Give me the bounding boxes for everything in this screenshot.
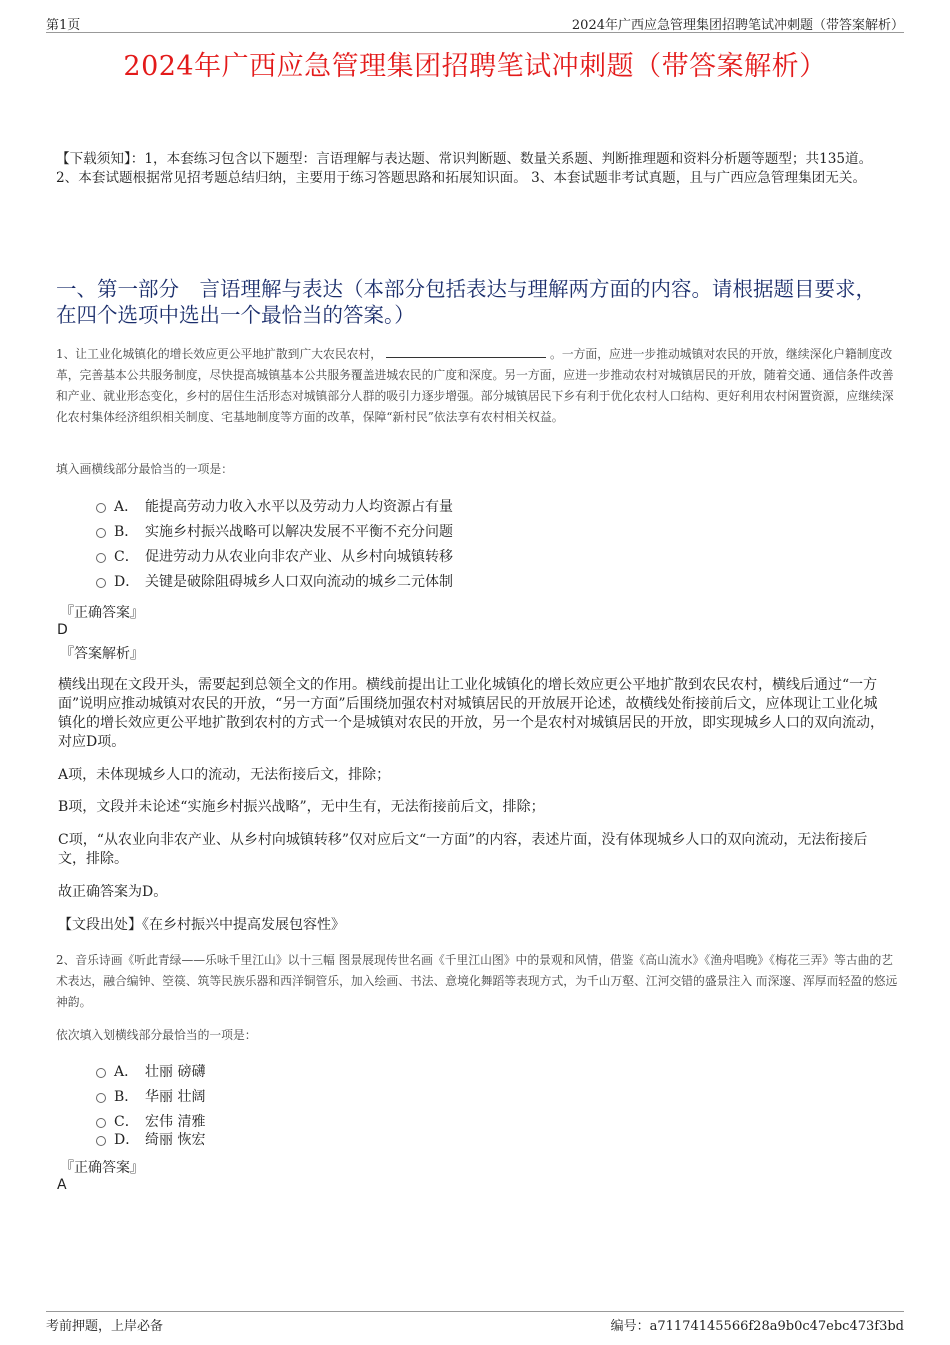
radio-icon[interactable] (96, 503, 106, 513)
analysis-paragraph: 横线出现在文段开头，需要起到总领全文的作用。横线前提出让工业化城镇化的增长效应更公平地扩散到农民农村，横线后通过“一方面”说明应推动城镇对农民的开放，“另一方面”后围绕加强农村对城镇居民的开放展开论述，故横线处衔接前后文，应体现让工业化城镇化的增长效应更公平地扩散到农村的方式一个是城镇对农民的开放，另一个是农村对城镇居民的开放，即实现城乡人口的双向流动，对应D项。 (58, 677, 884, 750)
footer-serial: 编号：a71174145566f28a9b0c47ebc473f3bd (610, 1319, 904, 1334)
analysis-option-b: B项，文段并未论述“实施乡村振兴战略”，无中生有，无法衔接前后文，排除； (58, 799, 545, 815)
analysis-label: 『答案解析』 (60, 646, 144, 662)
radio-icon[interactable] (96, 553, 106, 563)
radio-icon[interactable] (96, 1136, 106, 1146)
section-heading: 一、第一部分 言语理解与表达（本部分包括表达与理解两方面的内容。请根据题目要求，在四个选项中选出一个最恰当的答案。） (56, 277, 876, 327)
question-2-stem: 2、音乐诗画《听此青绿——乐咏千里江山》以十三幅 图景展现传世名画《千里江山图》中的景观和风情，借鉴《高山流水》《渔舟唱晚》《梅花三弄》等古曲的艺术表达，融合编钟、箜篌、筑等民族乐器和西洋铜管乐，加入绘画、书法、意境化舞蹈等表现方式，为千山万壑、江河交错的盛景注入 而深邃、浑厚而轻盈的悠远神韵。 (56, 953, 898, 1009)
radio-icon[interactable] (96, 1118, 106, 1128)
correct-answer: A (57, 1177, 67, 1193)
question-1-prompt: 填入画横线部分最恰当的一项是： (56, 462, 233, 476)
correct-answer: D (57, 622, 68, 638)
analysis-option-a: A项，未体现城乡人口的流动，无法衔接后文，排除； (58, 767, 391, 783)
radio-icon[interactable] (96, 578, 106, 588)
document-page: 第1页 2024年广西应急管理集团招聘笔试冲刺题（带答案解析） 2024年广西应急管理集团招聘笔试冲刺题（带答案解析） 【下载须知】：1，本套练习包含以下题型：言语理解与表达题、常识判断题、数量关系题、判断推理题和资料分析题等题型；共135道。 2、本套试题根据常见招考题总结归纳，主要用于练习答题思路和拓展知识面。 3、本套试题非考试真题，且与广西应急管理集团无关。 一、第一部分 言语理解与表达（本部分包括表达与理解两方面的内容。请根据题目要求，在四个选项中选出一个最恰当的答案。） 1、让工业化城镇化的增长效应更公平地扩散到广大农民农村， 。一方面，应进一步推动城镇对农民的开放，继续深化户籍制度改革，完善基本公共服务制度，尽快提高城镇基本公共服务覆盖进城农民的广度和深度。另一方面，应进一步推动农村对城镇居民的开放，随着交通、通信条件改善和产业、就业形态变化，乡村的居住生活形态对城镇部分人群的吸引力逐步增强。部分城镇居民下乡有利于优化农村人口结构、更好利用农村闲置资源，应继续深化农村集体经济组织相关制度、宅基地制度等方面的改革，保障“新村民”依法享有农村相关权益。 填入画横线部分最恰当的一项是： A． 能提高劳动力收入水平以及劳动力人均资源占有量 B． 实施乡村振兴战略可以解决发展不平衡不充分问题 C． 促进劳动力从农业向非农产业、从乡村向城镇转移 D． 关键是破除阻碍城乡人口双向流动的城乡二元体制 『正确答案』 D 『答案解析』 横线出现在文段开头，需要起到总领全文的作用。横线前提出让工业化城镇化的增长效应更公平地扩散到农民农村，横线后通过“一方面”说明应推动城镇对农民的开放，“另一方面”后围绕加强农村对城镇居民的开放展开论述，故横线处衔接前后文，应体现让工业化城镇化的增长效应更公平地扩散到农村的方式一个是城镇对农民的开放，另一个是农村对城镇居民的开放，即实现城乡人口的双向流动，对应D项。 A项，未体现城乡人口的流动，无法衔接后文，排除； B项，文段并未论述“实施乡村振兴战略”，无中生有，无法衔接前后文，排除； C项，“从农业向非农产业、从乡村向城镇转移”仅对应后文“一方面”的内容，表述片面，没有体现城乡人口的双向流动，无法衔接后文，排除。 故正确答案为D。 【文段出处】《在乡村振兴中提高发展包容性》 2、音乐诗画《听此青绿——乐咏千里江山》以十三幅 图景展现传世名画《千里江山图》中的景观和风情，借鉴《高山流水》《渔舟唱晚》《梅花三弄》等古曲的艺术表达，融合编钟、箜篌、筑等民族乐器和西洋铜管乐，加入绘画、书法、意境化舞蹈等表现方式，为千山万壑、江河交错的盛景注入 而深邃、浑厚而轻盈的悠远神韵。 依次填入划横线部分最恰当的一项是： A． 壮丽 磅礴 B． 华丽 壮阔 C． 宏伟 清雅 D． 绮丽 恢宏 『正确答案』 A 考前押题，上岸必备 编号：a71174145566f28a9b0c47ebc473f3bd (0, 0, 950, 1345)
correct-answer-label: 『正确答案』 (60, 605, 144, 621)
header-doc-title: 2024年广西应急管理集团招聘笔试冲刺题（带答案解析） (571, 18, 904, 33)
page-header (46, 14, 904, 33)
fill-blank (386, 345, 546, 358)
radio-icon[interactable] (96, 1093, 106, 1103)
source-citation: 【文段出处】《在乡村振兴中提高发展包容性》 (58, 917, 345, 933)
footer-slogan: 考前押题，上岸必备 (46, 1319, 164, 1334)
page-number: 第1页 (46, 18, 81, 33)
radio-icon[interactable] (96, 1068, 106, 1078)
correct-answer-label: 『正确答案』 (60, 1160, 144, 1176)
question-1-stem: 1、让工业化城镇化的增长效应更公平地扩散到广大农民农村， 。一方面，应进一步推动城镇对农民的开放，继续深化户籍制度改革，完善基本公共服务制度，尽快提高城镇基本公共服务覆盖进城农民的广度和深度。另一方面，应进一步推动农村对城镇居民的开放，随着交通、通信条件改善和产业、就业形态变化，乡村的居住生活形态对城镇部分人群的吸引力逐步增强。部分城镇居民下乡有利于优化农村人口结构、更好利用农村闲置资源，应继续深化农村集体经济组织相关制度、宅基地制度等方面的改革，保障“新村民”依法享有农村相关权益。 (56, 347, 894, 424)
question-2-prompt: 依次填入划横线部分最恰当的一项是： (56, 1028, 257, 1042)
analysis-conclusion: 故正确答案为D。 (58, 884, 168, 900)
page-footer (46, 1311, 904, 1334)
radio-icon[interactable] (96, 528, 106, 538)
download-note: 【下载须知】：1，本套练习包含以下题型：言语理解与表达题、常识判断题、数量关系题、判断推理题和资料分析题等题型；共135道。 2、本套试题根据常见招考题总结归纳，主要用于练习答题思路和拓展知识面。 3、本套试题非考试真题，且与广西应急管理集团无关。 (56, 151, 873, 186)
document-title: 2024年广西应急管理集团招聘笔试冲刺题（带答案解析） (123, 51, 827, 82)
analysis-option-c: C项，“从农业向非农产业、从乡村向城镇转移”仅对应后文“一方面”的内容，表述片面，没有体现城乡人口的双向流动，无法衔接后文，排除。 (58, 832, 868, 867)
